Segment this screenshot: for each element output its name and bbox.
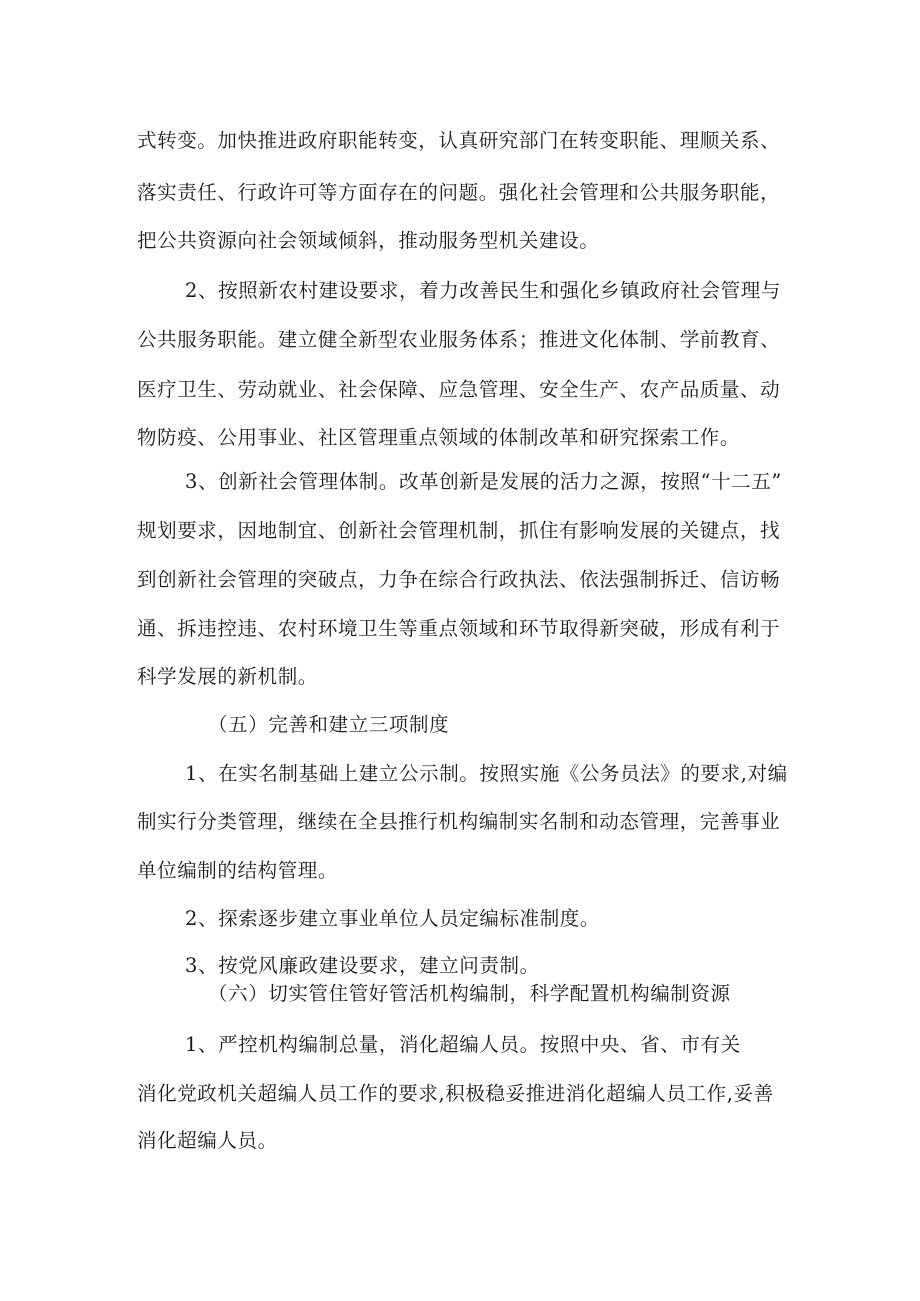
body-text-line: 消化党政机关超编人员工作的要求,积极稳妥推进消化超编人员工作,妥善 <box>137 1082 774 1105</box>
body-text-line: 制实行分类管理，继续在全县推行机构编制实名制和动态管理，完善事业 <box>137 810 781 833</box>
body-text-line: 把公共资源向社会领域倾斜，推动服务型机关建设。 <box>137 229 600 252</box>
body-text-line: 公共服务职能。建立健全新型农业服务体系；推进文化体制、学前教育、 <box>137 328 781 351</box>
body-text-line: 通、拆违控违、农村环境卫生等重点领域和环节取得新突破，形成有利于 <box>137 617 781 640</box>
body-text-line: 3、按党风廉政建设要求，建立问责制。 <box>185 954 540 977</box>
body-text-line: 2、按照新农村建设要求，着力改善民生和强化乡镇政府社会管理与 <box>185 279 781 302</box>
section-heading: （五）完善和建立三项制度 <box>208 713 450 736</box>
body-text-line: 消化超编人员。 <box>137 1129 278 1152</box>
body-text-line: 2、探索逐步建立事业单位人员定编标准制度。 <box>185 907 601 930</box>
body-text-line: 落实责任、行政许可等方面存在的问题。强化社会管理和公共服务职能， <box>137 181 781 204</box>
body-text-line: 物防疫、公用事业、社区管理重点领域的体制改革和研究探索工作。 <box>137 426 741 449</box>
body-text-line: 规划要求，因地制宜、创新社会管理机制，抓住有影响发展的关键点，找 <box>137 519 781 542</box>
body-text-line: 单位编制的结构管理。 <box>137 859 339 882</box>
body-text-line: 到创新社会管理的突破点，力争在综合行政执法、依法强制拆迁、信访畅 <box>137 568 781 591</box>
section-heading: （六）切实管住管好管活机构编制，科学配置机构编制资源 <box>208 982 731 1005</box>
body-text-line: 3、创新社会管理体制。改革创新是发展的活力之源，按照“十二五” <box>185 470 782 493</box>
body-text-line: 1、严控机构编制总量，消化超编人员。按照中央、省、市有关 <box>185 1033 741 1056</box>
body-text-line: 科学发展的新机制。 <box>137 665 318 688</box>
body-text-line: 医疗卫生、劳动就业、社会保障、应急管理、安全生产、农产品质量、动 <box>137 378 781 401</box>
body-text-line: 1、在实名制基础上建立公示制。按照实施《公务员法》的要求,对编 <box>185 762 788 785</box>
body-text-line: 式转变。加快推进政府职能转变，认真研究部门在转变职能、理顺关系、 <box>137 129 781 152</box>
